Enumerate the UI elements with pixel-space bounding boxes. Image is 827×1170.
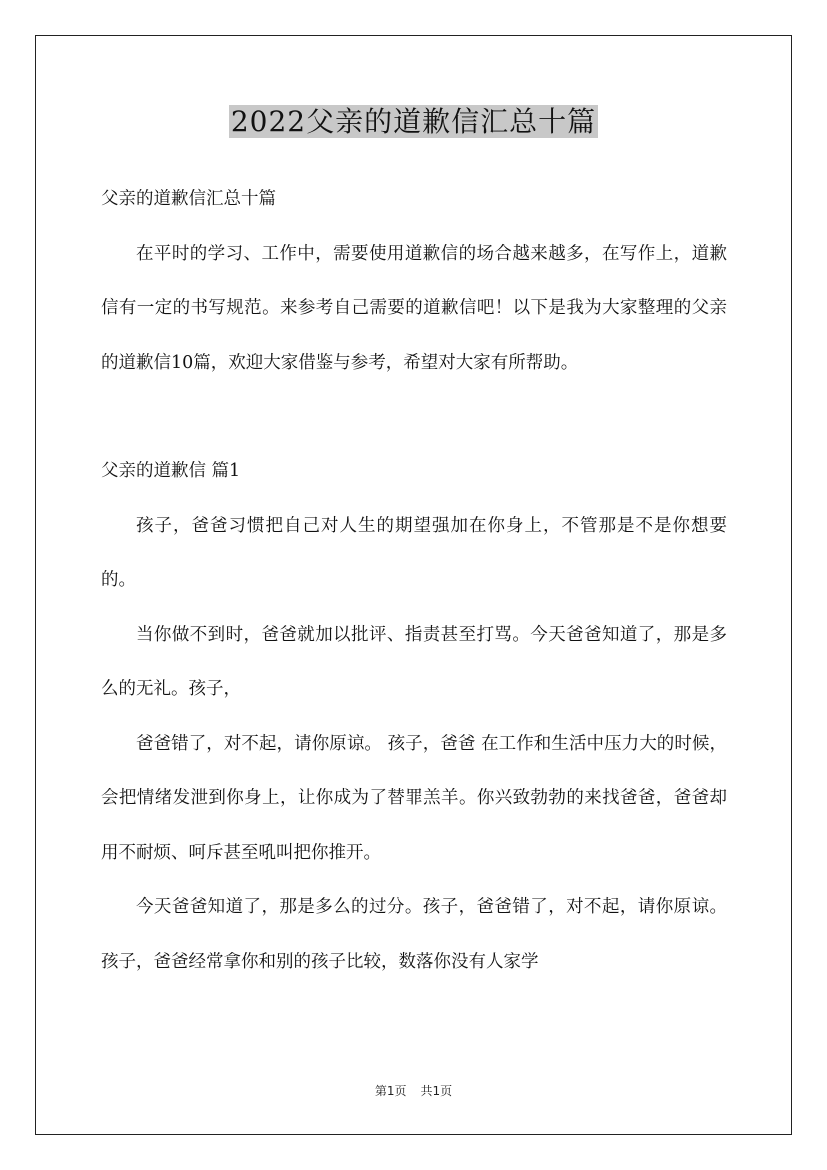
body-paragraph: 孩子，爸爸习惯把自己对人生的期望强加在你身上，不管那是不是你想要的。 — [101, 515, 727, 590]
section-heading: 父亲的道歉信 篇1 — [101, 461, 241, 481]
intro-paragraph: 在平时的学习、工作中，需要使用道歉信的场合越来越多，在写作上，道歉信有一定的书写规范。来参考自己需要的道歉信吧！以下是我为大家整理的父亲的道歉信10篇，欢迎大家借鉴与参考，希望对大家有所帮助。 — [101, 243, 727, 373]
page-total: 共1页 — [420, 1084, 453, 1098]
document-title-text: 2022父亲的道歉信汇总十篇 — [230, 105, 597, 138]
page-footer — [0, 1082, 827, 1099]
body-paragraph: 爸爸错了，对不起，请你原谅。 孩子，爸爸 在工作和生活中压力大的时候，会把情绪发泄到你身上，让你成为了替罪羔羊。你兴致勃勃的来找爸爸，爸爸却用不耐烦、呵斥甚至吼叫把你推开。 — [101, 733, 727, 863]
intro-heading: 父亲的道歉信汇总十篇 — [101, 189, 276, 209]
page-number: 第1页 — [374, 1084, 407, 1098]
body-paragraph: 当你做不到时，爸爸就加以批评、指责甚至打骂。今天爸爸知道了，那是多么的无礼。孩子， — [101, 624, 727, 699]
document-title — [0, 100, 827, 144]
document-body — [101, 172, 727, 989]
body-paragraph: 今天爸爸知道了，那是多么的过分。孩子，爸爸错了，对不起，请你原谅。 孩子，爸爸经常拿你和别的孩子比较，数落你没有人家学 — [101, 897, 727, 972]
